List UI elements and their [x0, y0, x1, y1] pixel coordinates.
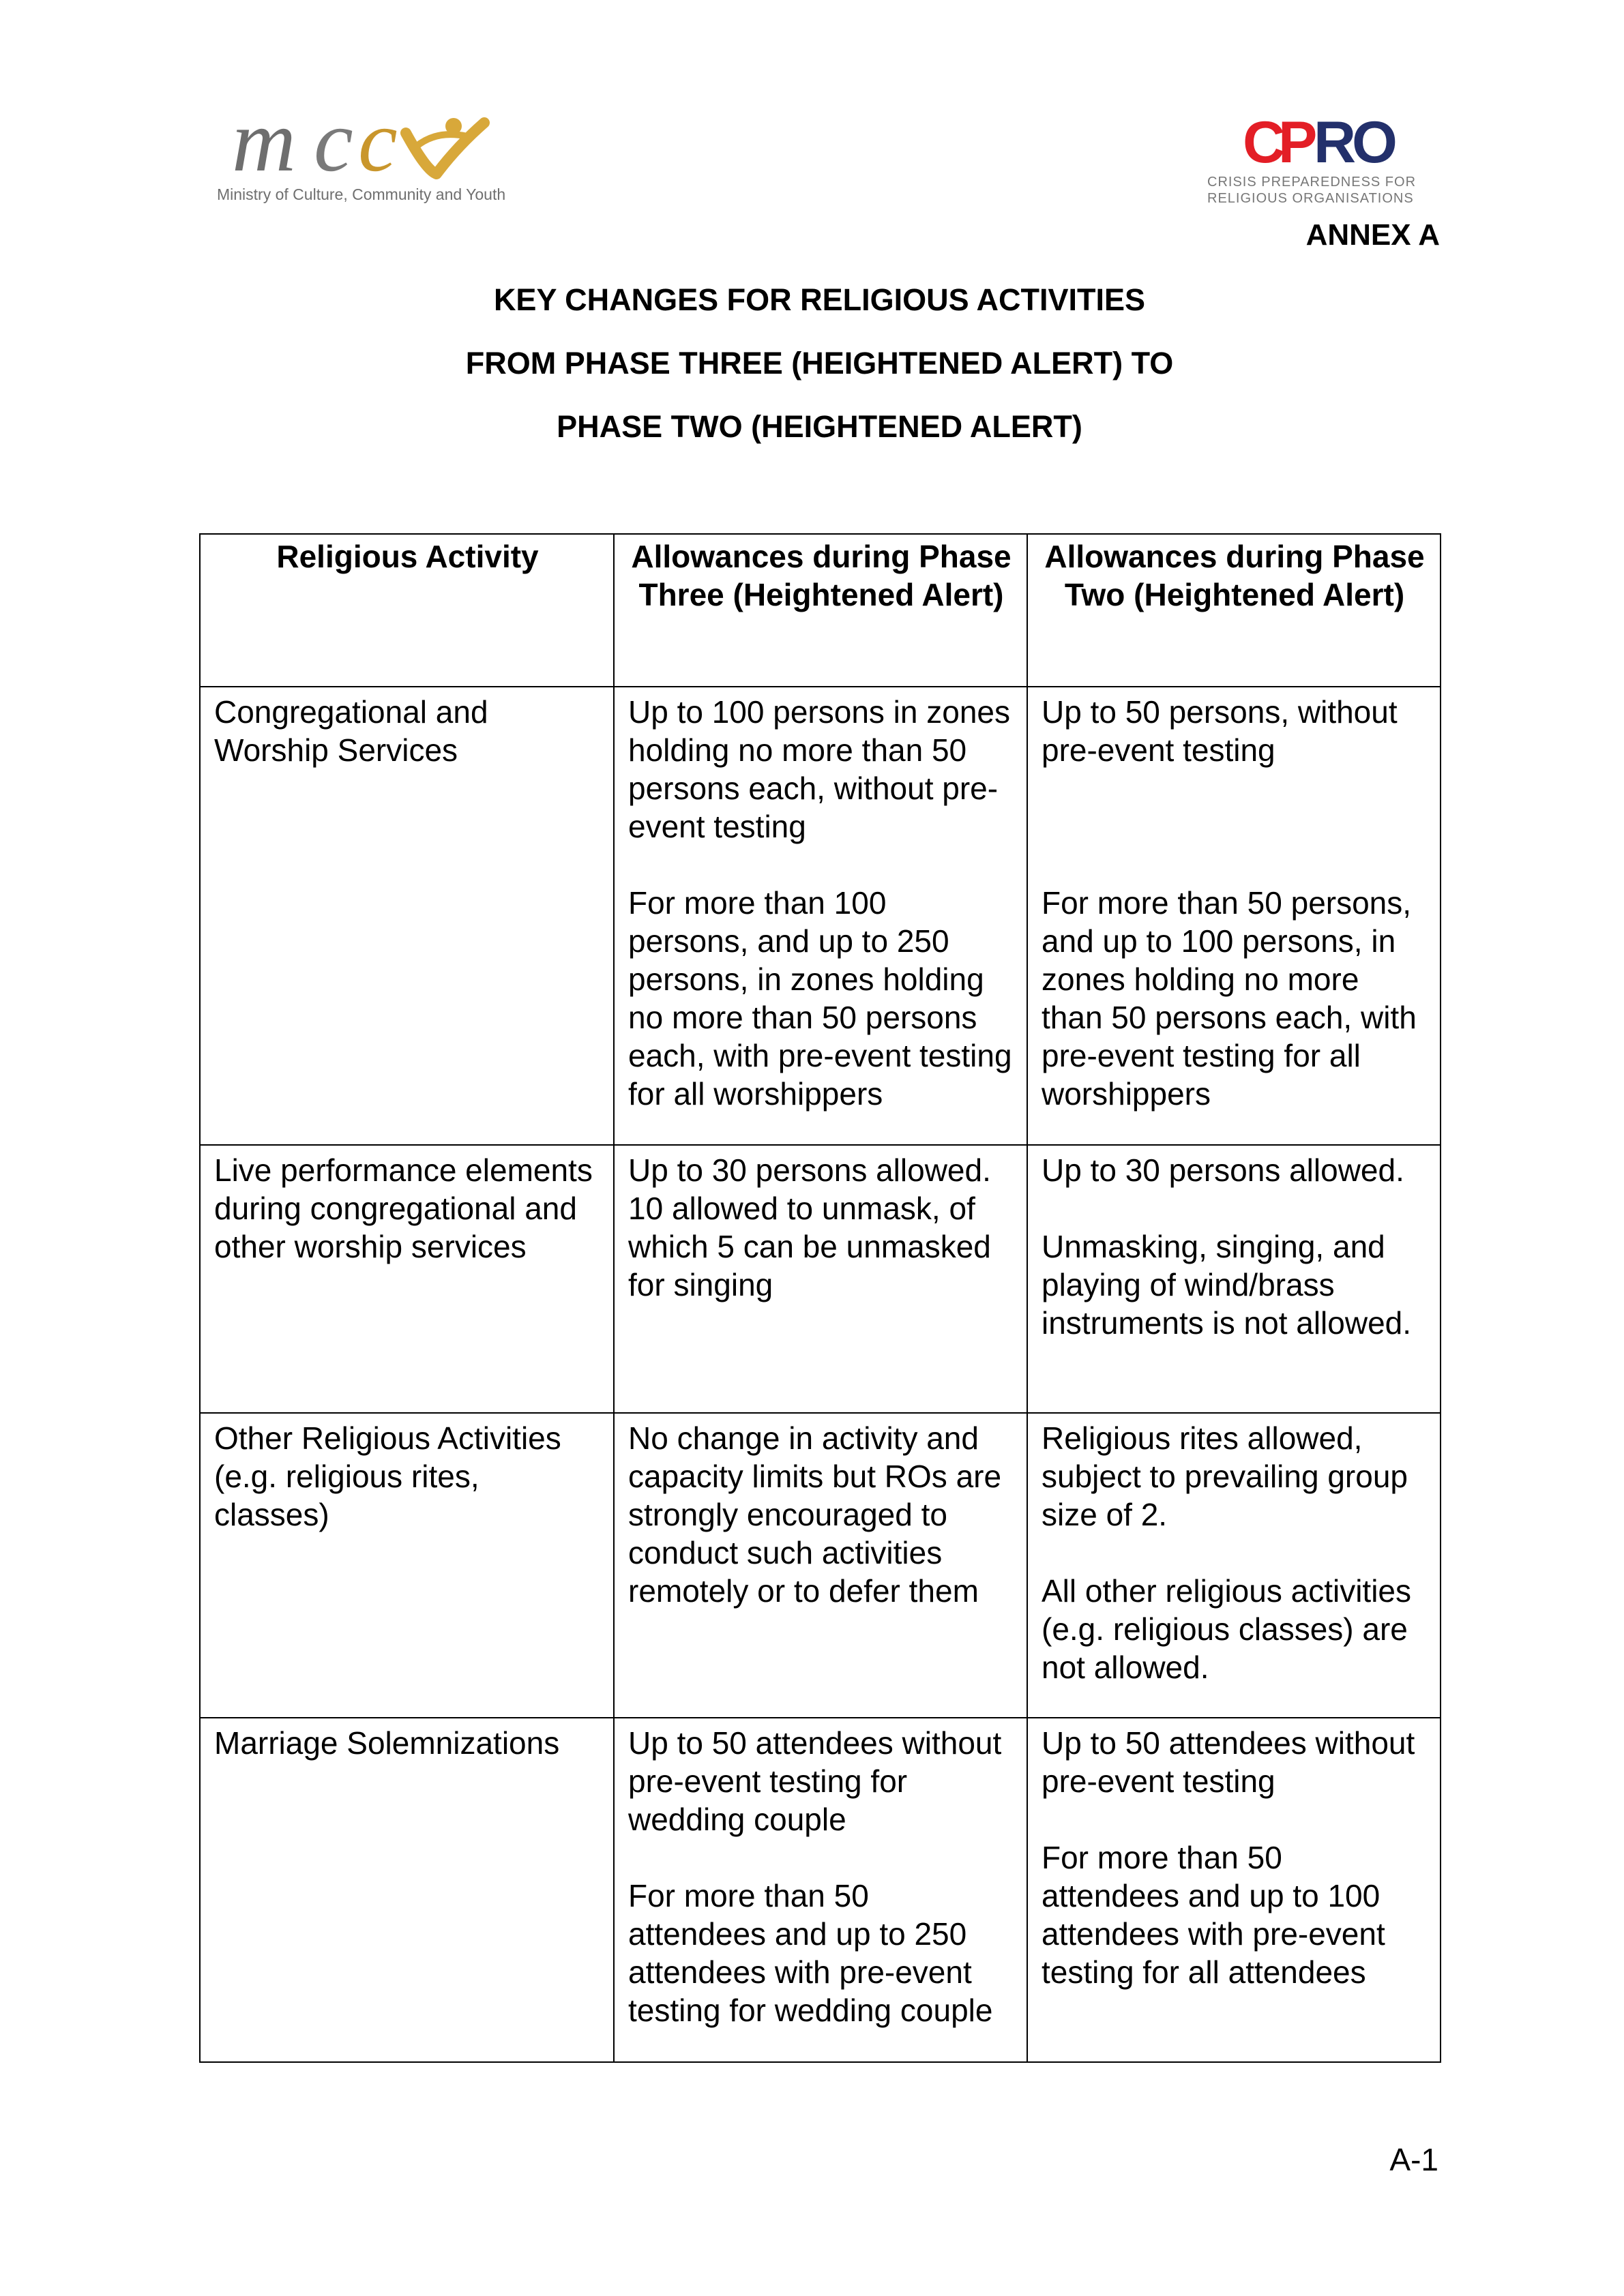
cell-paragraph: Unmasking, singing, and playing of wind/brass instruments is not allowed.	[1042, 1229, 1412, 1341]
cpro-tagline-line2: RELIGIOUS ORGANISATIONS	[1207, 191, 1414, 206]
svg-text:c: c	[314, 106, 353, 184]
cell-paragraph: For more than 50 attendees and up to 250 attendees with pre-event testing for wedding couple	[628, 1878, 993, 2028]
table-row	[200, 1718, 1441, 2062]
header-religious-activity: Religious Activity	[200, 534, 614, 687]
key-changes-table	[199, 533, 1441, 2063]
svg-text:m: m	[232, 106, 296, 184]
cpro-logo	[1207, 115, 1439, 210]
cell-paragraph: Religious rites allowed, subject to prevailing group size of 2.	[1042, 1420, 1408, 1532]
annex-label: ANNEX A	[1305, 218, 1440, 252]
title-line-2: FROM PHASE THREE (HEIGHTENED ALERT) TO	[465, 346, 1174, 381]
phase-three-cell	[614, 687, 1027, 1145]
cell-paragraph: Up to 100 persons in zones holding no more than 50 persons each, without pre-event testing	[628, 694, 1011, 844]
cell-paragraph: Up to 50 attendees without pre-event testing	[1042, 1725, 1415, 1799]
cell-paragraph: For more than 50 attendees and up to 100 attendees with pre-event testing for all attendees	[1042, 1840, 1385, 1990]
phase-three-cell	[614, 1145, 1027, 1413]
table-header-row	[200, 534, 1441, 687]
header-phase-three: Allowances during Phase Three (Heightened Alert)	[614, 534, 1027, 687]
svg-text:C: C	[1243, 115, 1282, 169]
cell-paragraph: Up to 30 persons allowed. 10 allowed to unmask, of which 5 can be unmasked for singing	[628, 1152, 991, 1302]
cell-paragraph: Up to 50 attendees without pre-event testing for wedding couple	[628, 1725, 1002, 1837]
mccy-tagline: Ministry of Culture, Community and Youth	[217, 185, 506, 203]
cell-paragraph: All other religious activities (e.g. religious classes) are not allowed.	[1042, 1573, 1412, 1685]
svg-text:O: O	[1352, 115, 1398, 169]
mccy-logo	[217, 106, 544, 208]
document-title	[0, 280, 1624, 470]
phase-two-cell	[1027, 1413, 1441, 1718]
cell-paragraph: For more than 100 persons, and up to 250 persons, in zones holding no more than 50 persons each, with pre-event testing for all worshippers	[628, 885, 1012, 1112]
svg-text:P: P	[1278, 115, 1314, 169]
mccy-logo-mark	[232, 106, 532, 184]
cpro-logo-mark	[1243, 115, 1406, 169]
activity-cell: Live performance elements during congregational and other worship services	[200, 1145, 614, 1413]
title-line-3: PHASE TWO (HEIGHTENED ALERT)	[557, 409, 1082, 444]
svg-text:c: c	[358, 106, 398, 184]
table-row	[200, 1413, 1441, 1718]
title-line-1: KEY CHANGES FOR RELIGIOUS ACTIVITIES	[493, 282, 1146, 317]
page-number: A-1	[1389, 2142, 1438, 2177]
phase-three-cell	[614, 1718, 1027, 2062]
svg-text:R: R	[1314, 115, 1353, 169]
phase-two-cell	[1027, 1145, 1441, 1413]
table-row	[200, 687, 1441, 1145]
cell-paragraph: Up to 30 persons allowed.	[1042, 1152, 1404, 1188]
activity-cell: Marriage Solemnizations	[200, 1718, 614, 2062]
cpro-tagline-line1: CRISIS PREPAREDNESS FOR	[1207, 175, 1417, 190]
table-row	[200, 1145, 1441, 1413]
cell-paragraph: No change in activity and capacity limits but ROs are strongly encouraged to conduct such activities remotely or to defer them	[628, 1420, 1002, 1609]
activity-cell: Congregational and Worship Services	[200, 687, 614, 1145]
cell-paragraph: Up to 50 persons, without pre-event testing	[1042, 694, 1398, 768]
activity-cell: Other Religious Activities (e.g. religious rites, classes)	[200, 1413, 614, 1718]
cell-paragraph: For more than 50 persons, and up to 100 persons, in zones holding no more than 50 persons each, with pre-event testing for all worshippers	[1042, 885, 1417, 1112]
phase-two-cell	[1027, 687, 1441, 1145]
header-phase-two: Allowances during Phase Two (Heightened Alert)	[1027, 534, 1441, 687]
phase-two-cell	[1027, 1718, 1441, 2062]
phase-three-cell	[614, 1413, 1027, 1718]
